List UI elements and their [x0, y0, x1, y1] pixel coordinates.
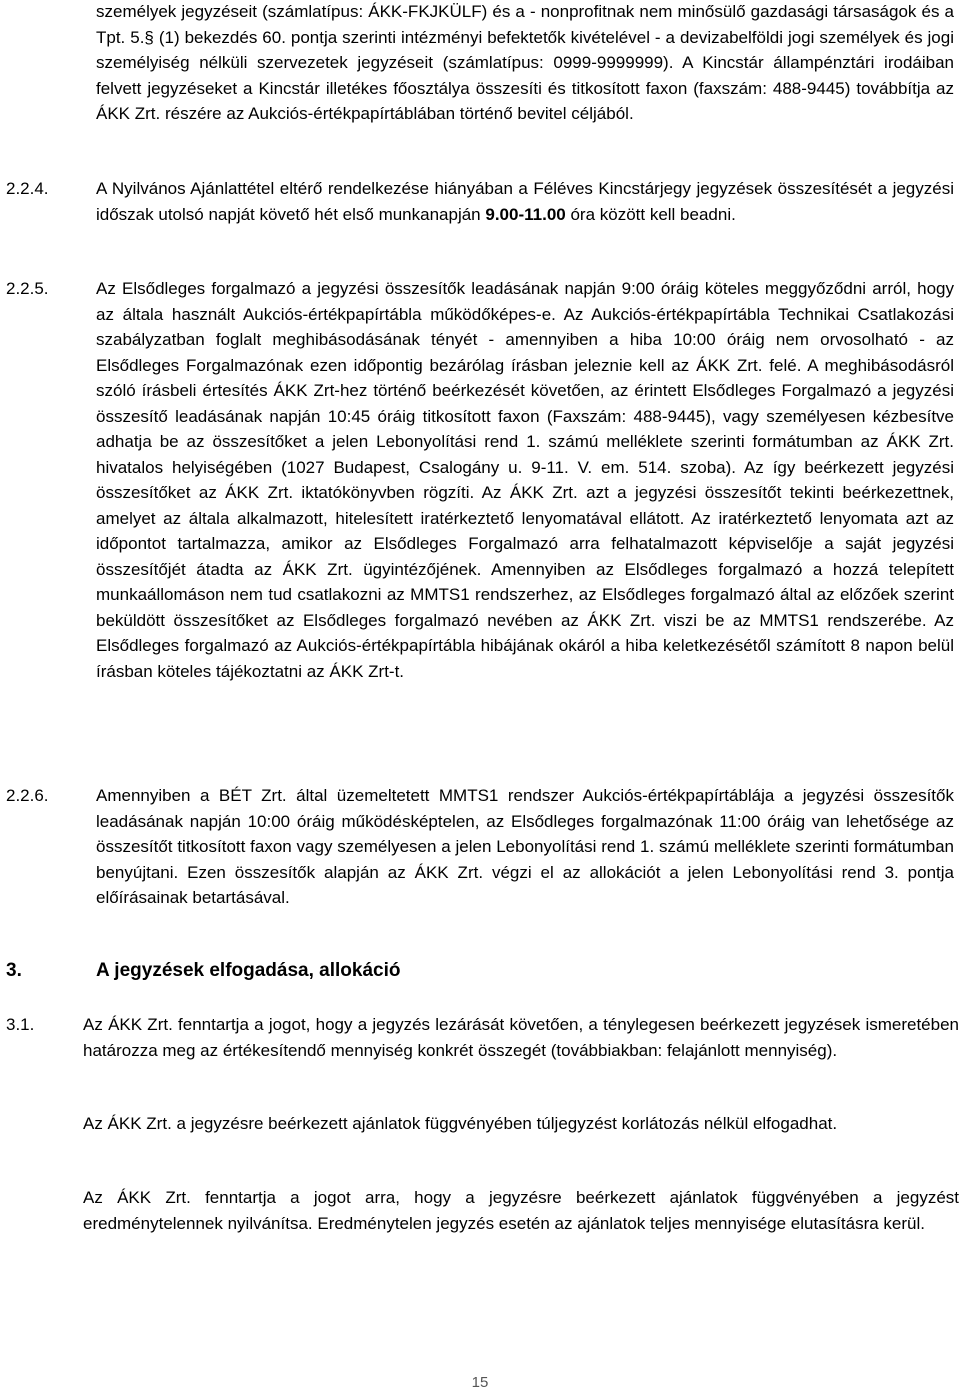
- submission-time: 9.00-11.00: [485, 204, 566, 224]
- section-number-2-2-5: 2.2.5.: [6, 279, 49, 298]
- section-number-2-2-6: 2.2.6.: [6, 786, 49, 805]
- paragraph-2-2-4-text-b: óra között kell beadni.: [565, 204, 736, 224]
- paragraph-2-2-6: Amennyiben a BÉT Zrt. által üzemeltetett MMTS1 rendszer Aukciós-értékpapírtáblája a jegyzési összesítők leadásának napján 10:00 óráig működésképtelen, az Elsődleges forgalmazónak 11:00 óráig van lehetősége az összesítőt titkosított faxon vagy személyesen a jelen Lebonyolítási rend 1. számú melléklete szerinti formátumban benyújtani. Ezen összesítők alapján az ÁKK Zrt. végzi el az allokációt a jelen Lebonyolítási rend 3. pontja előírásainak betartásával.: [96, 786, 954, 907]
- paragraph-3-1-unsuccessful: Az ÁKK Zrt. fenntartja a jogot arra, hogy a jegyzésre beérkezett ajánlatok függvényében a jegyzést eredménytelennek nyilvánítsa. Eredménytelen jegyzés esetén az ajánlatok teljes mennyisége elutasításra kerül.: [83, 1188, 959, 1233]
- paragraph-3-1-oversubscription: Az ÁKK Zrt. a jegyzésre beérkezett ajánlatok függvényében túljegyzést korlátozás nélkül elfogadhat.: [83, 1114, 838, 1133]
- paragraph-continuation: személyek jegyzéseit (számlatípus: ÁKK-FKJKÜLF) és a - nonprofitnak nem minősülő gazdasági társaságok és a Tpt. 5.§ (1) bekezdés 60. pontja szerinti intézményi befektetők kivételével - a devizabelföldi jogi személyek és jogi személyiség nélküli szervezetek jegyzéseit (számlatípus: 0999-9999999). A Kincstár állampénztári irodáiban felvett jegyzéseket a Kincstár illetékes főosztálya összesíti és titkosított faxon (faxszám: 488-9445) továbbítja az ÁKK Zrt. részére az Aukciós-értékpapírtáblában történő bevitel céljából.: [96, 2, 954, 123]
- paragraph-2-2-4: [96, 176, 954, 227]
- paragraph-2-2-4-text-a: A Nyilvános Ajánlattétel eltérő rendelkezése hiányában a Féléves Kincstárjegy jegyzések összesítését a jegyzési időszak utolsó napját követő hét első munkanapján: [96, 179, 954, 224]
- section-number-2-2-4: 2.2.4.: [6, 179, 49, 198]
- page-number: 15: [471, 1374, 489, 1391]
- section-number-3-1: 3.1.: [6, 1015, 35, 1034]
- section-heading-3: A jegyzések elfogadása, allokáció: [96, 960, 401, 981]
- section-number-3: 3.: [6, 960, 22, 981]
- paragraph-2-2-5: Az Elsődleges forgalmazó a jegyzési összesítők leadásának napján 9:00 óráig köteles meggyőződni arról, hogy az általa használt Aukciós-értékpapírtábla működőképes-e. Az Aukciós-értékpapírtábla Technikai Csatlakozási szabályzatban foglalt meghibásodásának tényét - amennyiben a hiba 10:00 óráig nem orvosolható - az Elsődleges Forgalmazónak ezen időpontig bezárólag írásban jeleznie kell az ÁKK Zrt. felé. A meghibásodásról szóló írásbeli értesítés ÁKK Zrt-hez történő beérkezését követően, az érintett Elsődleges Forgalmazó a jegyzési összesítő leadásának napján 10:45 óráig titkosított faxon (Faxszám: 488-9445), vagy személyesen kézbesítve adhatja be az összesítőket a jelen Lebonyolítási rend 1. számú melléklete szerinti formátumban az ÁKK Zrt. hivatalos helyiségében (1027 Budapest, Csalogány u. 9-11. V. em. 514. szoba). Az így beérkezett jegyzési összesítőket az ÁKK Zrt. iktatókönyvben rögzíti. Az ÁKK Zrt. azt a jegyzési összesítőt tekinti beérkezettnek, amelyet az általa alkalmazott, hitelesített iratérkeztető lenyomatával ellátott. Az iratérkeztető lenyomata azt az időpontot tartalmazza, amikor az Elsődleges Forgalmazó arra felhatalmazott képviselője a saját jegyzési összesítőjét átadta az ÁKK Zrt. ügyintézőjének. Amennyiben az Elsődleges forgalmazó a hozzá telepített munkaállomáson nem tud csatlakozni az MMTS1 rendszerhez, az Elsődleges forgalmazó által az előzőek szerint beküldött összesítőket az Elsődleges forgalmazó nevében az ÁKK Zrt. viszi be az MMTS1 rendszerébe. Az Elsődleges forgalmazó az Aukciós-értékpapírtábla hibájának okáról a hiba keletkezésétől számított 8 napon belül írásban köteles tájékoztatni az ÁKK Zrt-t.: [96, 279, 954, 681]
- paragraph-3-1: Az ÁKK Zrt. fenntartja a jogot, hogy a jegyzés lezárását követően, a ténylegesen beérkezett jegyzések ismeretében határozza meg az értékesítendő mennyiség konkrét összegét (továbbiakban: felajánlott mennyiség).: [83, 1015, 959, 1060]
